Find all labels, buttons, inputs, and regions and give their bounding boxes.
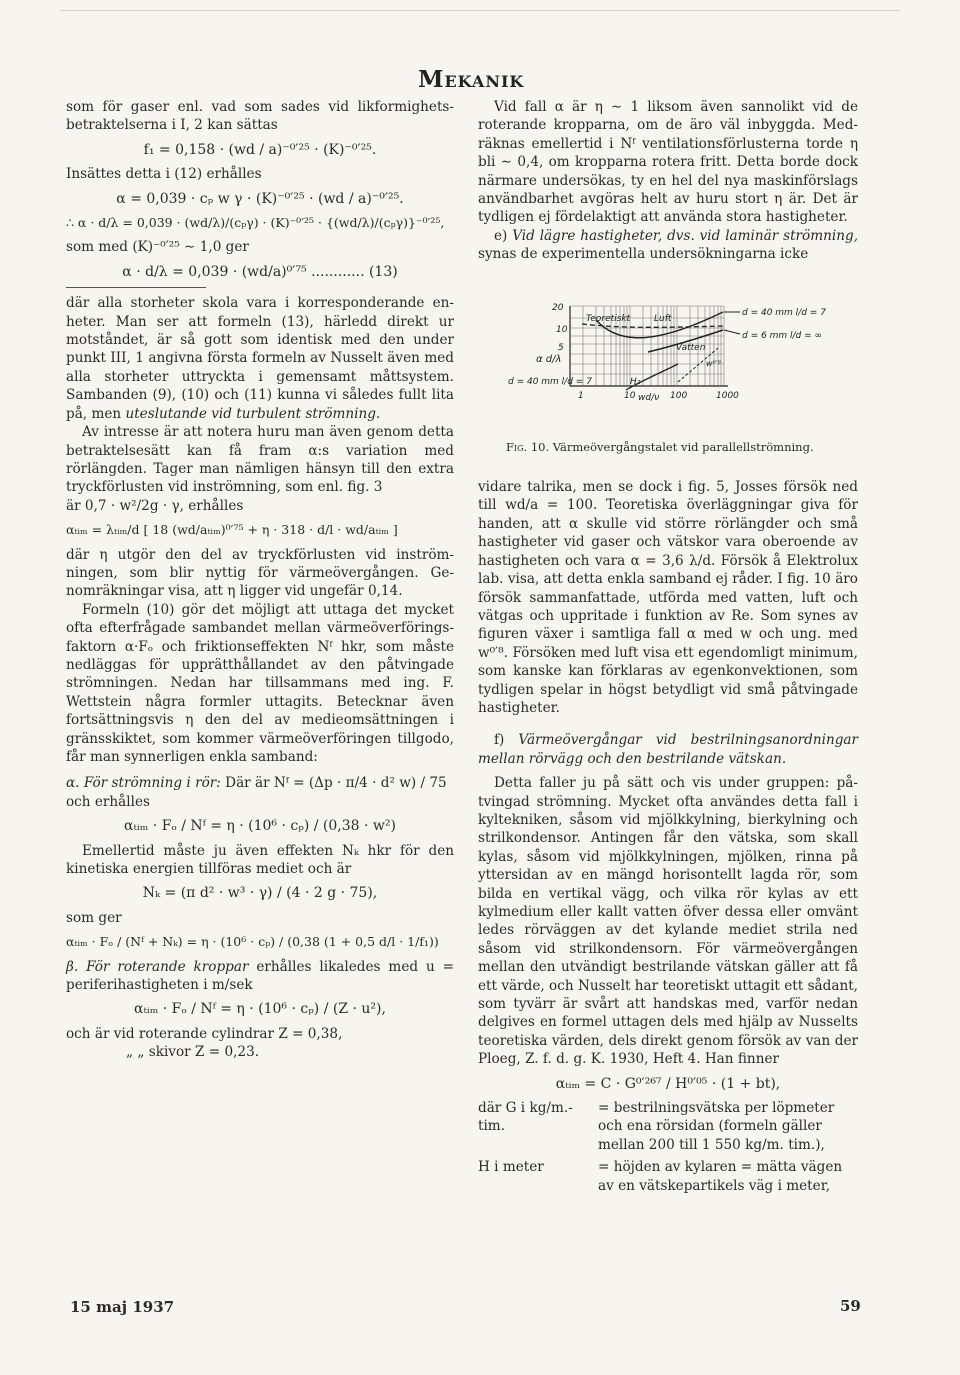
paragraph-text: där alla storheter skola vara i korresponderande enheter. Man ser att formeln (13), härledd direkt ur motståndet, är så gott som identisk med den under punkt III, 1 angivna första formeln av Nusselt även med alla storheter uttryckta i gemensamt måttsystem. Sambanden (9), (10) och (11) kunna vi således fullt lita på, men — [66, 295, 454, 422]
y-axis-label: α d/λ — [536, 353, 562, 365]
issue-date: 15 maj 1937 — [70, 1298, 175, 1316]
equation-alpha: α = 0,039 · cₚ w γ · (K)⁻⁰′²⁵ · (wd / a)⁻⁰′²⁵. — [116, 190, 404, 207]
paragraph-text: synas de experimentella undersökningarna icke — [478, 246, 809, 263]
case-label: β. För roterande kroppar — [66, 958, 249, 975]
item-label: f) — [494, 732, 519, 749]
paragraph — [478, 731, 858, 768]
top-rule — [60, 10, 900, 11]
page-number: 59 — [840, 1297, 861, 1315]
series-note: d = 40 mm l/d = 7 — [508, 376, 592, 387]
figure-caption — [506, 438, 858, 456]
equation-a2: αₜᵢₘ · Fₒ / (Nᶠ + Nₖ) = η · (10⁶ · cₚ) / (0,38 (1 + 0,5 d/l · 1/f₁)) — [66, 934, 439, 950]
y-tick-label: 20 — [552, 302, 564, 313]
emphasis-text: Värmeövergångar vid bestrilningsanordningar mellan rörvägg och den bestrilande vätskan. — [478, 732, 859, 767]
case-text: Där är Nᶠ = (Δp · π/4 · d² w) / 75 — [220, 775, 447, 792]
y-tick-label: 10 — [556, 324, 568, 335]
equation-alpha-tim: αₜᵢₘ = λₜᵢₘ/d [ 18 (wd/aₜᵢₘ)⁰′⁷⁵ + η · 318 · d/l · wd/aₜᵢₘ ] — [66, 522, 398, 538]
series-note: d = 40 mm l/d = 7 — [742, 307, 826, 318]
x-tick-label: 1 — [578, 390, 584, 401]
section-title: Mekanik — [418, 66, 525, 93]
equation-13: α · d/λ = 0,039 · (wd/a)⁰′⁷⁵ ............ (13) — [122, 263, 398, 280]
x-axis-label: wd/ν — [638, 392, 660, 403]
figure-number: Fig. 10. — [506, 439, 550, 454]
equation-a1: αₜᵢₘ · Fₒ / Nᶠ = η · (10⁶ · cₚ) / (0,38 · w²) — [124, 818, 396, 835]
emphasis-text: Vid lägre hastigheter, dvs. vid laminär strömning, — [512, 227, 859, 244]
definition-term: H i meter — [478, 1159, 544, 1176]
equation-b: αₜᵢₘ · Fₒ / Nᶠ = η · (10⁶ · cₚ) / (Z · u²), — [134, 1001, 386, 1018]
paragraph: där η utgör den del av tryckförlusten vid inströmningen, som blir nyttig för värmeövergången. Genomräkningar visa, att η ligger vid ungefär 0,14. — [66, 546, 454, 600]
curve-label: H₂ — [630, 376, 641, 387]
figure-10 — [478, 284, 848, 434]
paragraph — [66, 294, 454, 423]
figure-caption-text: Värmeövergångstalet vid parallellströmning. — [549, 439, 814, 454]
item-label: e) — [494, 227, 513, 244]
paragraph — [66, 958, 454, 995]
paragraph: som med (K)⁻⁰′²⁵ ∼ 1,0 ger — [66, 239, 249, 256]
definition-text: = höjden av kylaren = mätta vägen av en vätskepartikels väg i meter, — [598, 1159, 843, 1194]
x-tick-label: 1000 — [716, 390, 739, 401]
paragraph: Vid fall α är η ∼ 1 liksom även sannolikt vid de roterande kropparna, om de äro väl inbyggda. Medräknas emellertid i Nᶠ ventilationsförlusterna torde η bli ∼ 0,4, om kropparna rotera fritt. Detta borde dock närmare undersökas, ty en hel del nya maskinförslags användbarhet avgöras helt av huru stort η är. Det är tydligen ej fördelaktigt att använda stora hastigheter. — [478, 99, 858, 226]
definition-text: = bestrilningsvätska per löpmeter och ena rörsidan (formeln gäller mellan 200 till 1 550 kg/m. tim.), — [598, 1100, 835, 1153]
figure-10-chart — [478, 284, 848, 434]
paragraph: Detta faller ju på sätt och vis under gruppen: påtvingad strömning. Mycket ofta användes detta fall i kyltekniken, såsom vid mjölkkylning, bierkylning och strilkondensor. Antingen får den vätska, som skall kylas, såsom vid mjölkkylningen, mjölken, rinna på yttersidan av en mängd horisontellt lagda rör, som bilda en vertikal vägg, och vilka rör kylas av ett kylmedium eller kallt vatten öfver dessa eller omvänt ledes rörväggen av det kylande mediet strila ned såsom vid strilkondensorn. För värmeövergången mellan den utvändigt bestrilande vätskan gäller att få ett värde, och Nusselt har teoretiskt uttagit ett sådant, som tyvärr är svårt att handskas med, varför nedan delgives en formel uttagen dels med hjälp av Nusselts teoretiska värden, dels direkt genom försök av van der Ploeg, Z. f. d. g. K. 1930, Heft 4. Han finner — [478, 775, 858, 1068]
paragraph: och erhålles — [66, 793, 150, 810]
paragraph: och är vid roterande cylindrar Z = 0,38, — [66, 1025, 343, 1042]
paragraph — [478, 227, 858, 264]
curve-label: Vatten — [676, 342, 706, 353]
paragraph: är 0,7 · w²/2g · γ, erhålles — [66, 497, 244, 514]
equation-alpha-dimensionless: ∴ α · d/λ = 0,039 · (wd/λ)/(cₚγ) · (K)⁻⁰′²⁵ · {(wd/λ)/(cₚγ)}⁻⁰′²⁵, — [66, 215, 445, 231]
left-column — [66, 98, 454, 1062]
emphasis-text: uteslutande vid turbulent strömning. — [125, 405, 381, 422]
case-text: erhålles likaledes med u = periferihastigheten i m/sek — [66, 958, 454, 994]
definition-row — [478, 1099, 858, 1154]
equation-f1: f₁ = 0,158 · (wd / a)⁻⁰′²⁵ · (K)⁻⁰′²⁵. — [143, 141, 377, 158]
paragraph: som för gaser enl. vad som sades vid likformighetsbetraktelserna i I, 2 kan sättas — [66, 99, 454, 134]
paragraph: Insättes detta i (12) erhålles — [66, 166, 262, 183]
right-column — [478, 98, 858, 1195]
paragraph: „ „ skivor Z = 0,23. — [126, 1044, 260, 1061]
series-note: d = 6 mm l/d = ∞ — [742, 330, 822, 341]
x-tick-label: 100 — [670, 390, 688, 401]
curve-label: Luft — [654, 313, 672, 324]
curve-label: Teoretiskt — [586, 313, 631, 324]
x-tick-label: 10 — [624, 390, 636, 401]
paragraph: Av intresse är att notera huru man även genom detta betraktelsesätt kan få fram α:s variation med rörlängden. Tager man nämligen hänsyn till den extra tryckförlusten vid inströmning, som enl. fig. 3 — [66, 424, 454, 496]
equation-nk: Nₖ = (π d² · w³ · γ) / (4 · 2 g · 75), — [142, 885, 378, 902]
definition-term: där G i kg/m.-tim. — [478, 1100, 573, 1135]
paragraph — [66, 774, 454, 792]
paragraph: vidare talrika, men se dock i fig. 5, Josses försök ned till wd/a = 100. Teoretiska överläggningar giva för handen, att α skulle vid större rörlängder och små hastigheter vid gaser och vätskor vara oberoende av hastigheten och vara α = 3,6 λ/d. Försök å Elektrolux lab. visa, att detta enkla samband ej råder. I fig. 10 äro försök sammanfattade, utförda med vatten, luft och vätgas och uppritade i funktion av Re. Som synes av figuren växer i samtliga fall α med w och ung. med w⁰′⁸. Försöken med luft visa ett egendomligt minimum, som kanske kan förklaras av egenkonvektionen, som tydligen spelar in högst betydligt vid små påtvingade hastigheter. — [478, 479, 858, 716]
paragraph: som ger — [66, 909, 122, 926]
paragraph: Emellertid måste ju även effekten Nₖ hkr för den kinetiska energien tillföras mediet och är — [66, 842, 454, 878]
definition-row — [478, 1158, 858, 1195]
paragraph: Formeln (10) gör det möjligt att uttaga det mycket ofta efterfrågade sambandet mellan värmeöverföringsfaktorn α·Fₒ och friktionseffekten Nᶠ hkr, som måste nedläggas för upprätthållandet av den påtvingade strömningen. Nedan har tillsammans med ing. F. Wettstein några formler uttagits. Betecknar även fortsättningsvis η den del av medieomsättningen i gränsskiktet, som kommer värmeöverföringen tillgodo, får man synnerligen enkla samband: — [66, 601, 454, 765]
slope-label: w⁰′⁸ — [706, 358, 721, 368]
divider — [66, 287, 206, 288]
leader-line — [724, 330, 740, 334]
y-tick-label: 5 — [558, 342, 564, 353]
equation-c: αₜᵢₘ = C · G⁰′²⁶⁷ / H⁰′⁰⁵ · (1 + bt), — [555, 1075, 781, 1092]
case-label: α. För strömning i rör: — [66, 775, 221, 792]
